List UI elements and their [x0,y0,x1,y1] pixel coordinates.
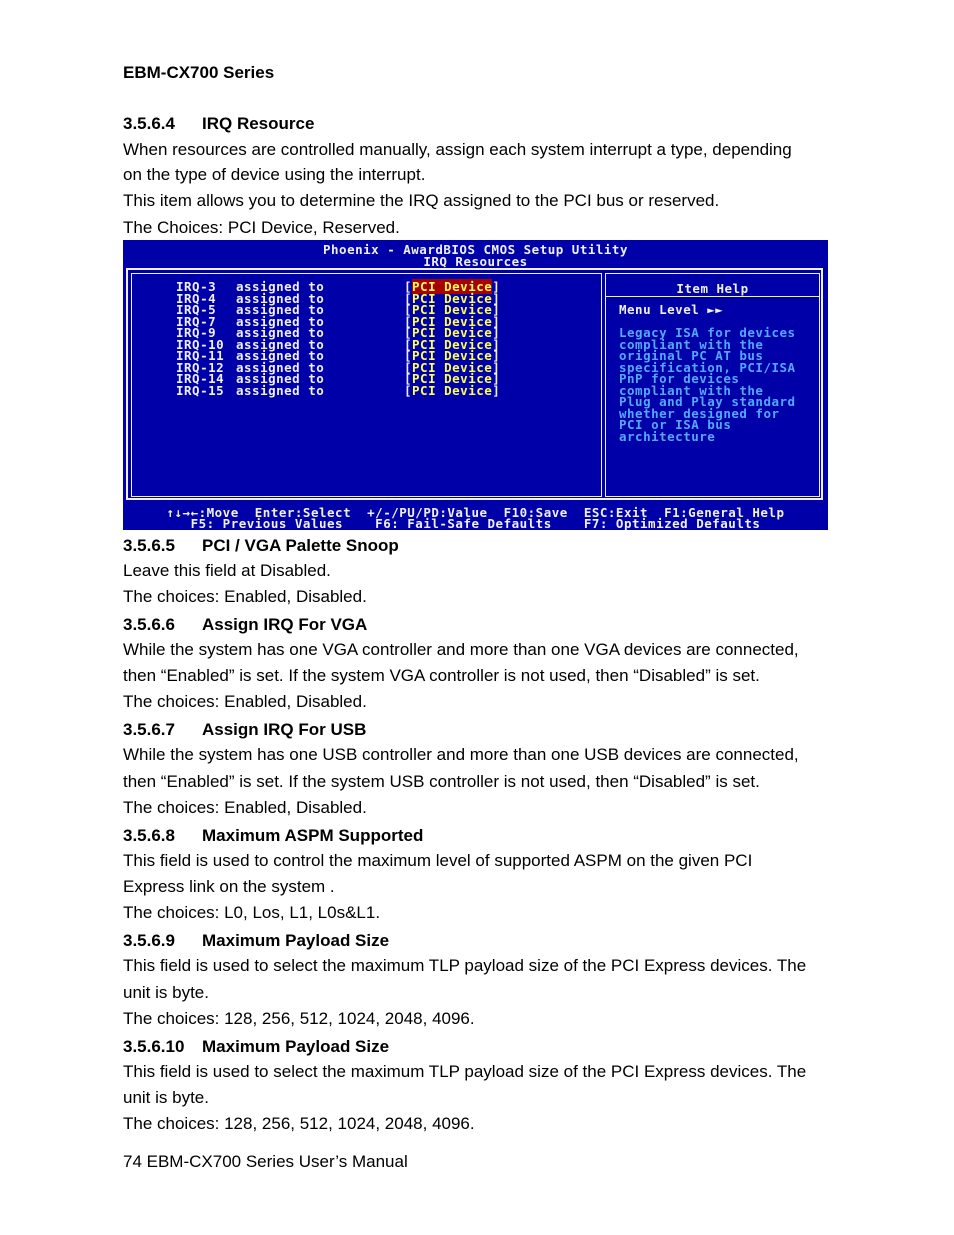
paragraph-line: The Choices: PCI Device, Reserved. [123,218,400,237]
irq-label: IRQ-12 [176,359,225,375]
help-line: compliant with the [619,336,764,352]
page-footer: 74 EBM-CX700 Series User’s Manual [123,1152,408,1171]
paragraph-line: The choices: 128, 256, 512, 1024, 2048, 4096. [123,1114,475,1133]
irq-value: PCI Device [412,359,493,375]
help-line: PCI or ISA bus [619,417,732,432]
paragraph-line: The choices: Enabled, Disabled. [123,692,367,711]
paragraph-line: unit is byte. [123,983,209,1002]
irq-value: PCI Device [412,325,493,340]
section-heading [123,615,367,635]
irq-value: PCI Device [412,313,493,329]
help-line: Plug and Play standard [619,394,796,409]
assigned-label: assigned to [236,279,325,294]
bios-irq-row[interactable]: IRQ-15 assigned to [PCI Device] [176,382,501,398]
assigned-label: assigned to [236,290,325,306]
help-line: whether designed for [619,405,780,421]
paragraph-line: The choices: 128, 256, 512, 1024, 2048, 4096. [123,1009,475,1028]
section-title: Assign IRQ For VGA [202,615,368,634]
help-line: Legacy ISA for devices [619,325,796,340]
irq-value: PCI Device [412,336,493,352]
assigned-label: assigned to [236,382,325,398]
section-number: 3.5.6.10 [123,1037,185,1056]
page-header: EBM-CX700 Series [123,63,275,82]
help-title: Item Help [676,281,749,296]
bios-irq-row[interactable]: IRQ-12 assigned to [PCI Device] [176,359,501,375]
assigned-label: assigned to [236,313,325,329]
paragraph-line: While the system has one VGA controller and more than one VGA devices are connected, [123,640,799,659]
section-number: 3.5.6.8 [123,826,175,845]
paragraph-line: This field is used to select the maximum TLP payload size of the PCI Express devices. The [123,956,807,975]
bios-irq-row[interactable]: IRQ-4 assigned to [PCI Device] [176,290,501,306]
section-heading [123,826,423,846]
help-line: specification, PCI/ISA [619,359,796,375]
irq-value: PCI Device [412,371,493,386]
irq-value: PCI Device [412,279,493,294]
irq-value: PCI Device [412,290,493,306]
help-line: original PC AT bus [619,348,764,363]
assigned-label: assigned to [236,371,325,386]
paragraph-line: on the type of device using the interrupt. [123,165,426,184]
help-line: PnP for devices [619,371,740,386]
section-number: 3.5.6.6 [123,615,175,634]
paragraph-line: The choices: L0, Los, L1, L0s&L1. [123,903,381,922]
irq-value: PCI Device [412,302,493,317]
help-line: architecture [619,428,716,444]
paragraph-line: Express link on the system . [123,877,335,896]
section-title: PCI / VGA Palette Snoop [202,536,399,555]
bios-subtitle: IRQ Resources [423,254,528,269]
paragraph-line: This item allows you to determine the IRQ assigned to the PCI bus or reserved. [123,191,720,210]
irq-label: IRQ-7 [176,313,217,329]
irq-value: PCI Device [412,382,493,398]
irq-label: IRQ-4 [176,290,217,306]
paragraph-line: Leave this field at Disabled. [123,561,331,580]
section-heading [123,1037,389,1057]
bios-irq-row[interactable]: IRQ-3 assigned to [PCI Device] [176,279,501,294]
paragraph-line: then “Enabled” is set. If the system USB controller is not used, then “Disabled” is set. [123,772,760,791]
paragraph-line: The choices: Enabled, Disabled. [123,798,367,817]
bios-settings-panel [131,273,602,497]
irq-label: IRQ-5 [176,302,217,317]
assigned-label: assigned to [236,359,325,375]
bios-irq-row[interactable]: IRQ-10 assigned to [PCI Device] [176,336,501,352]
irq-label: IRQ-15 [176,382,225,398]
section-title: IRQ Resource [202,114,315,133]
help-divider [606,296,819,297]
section-heading [123,720,366,740]
assigned-label: assigned to [236,325,325,340]
paragraph-line: When resources are controlled manually, assign each system interrupt a type, depending [123,140,792,159]
section-title: Maximum Payload Size [202,931,390,950]
bios-irq-row[interactable]: IRQ-14 assigned to [PCI Device] [176,371,501,386]
assigned-label: assigned to [236,348,325,363]
section-number: 3.5.6.4 [123,114,175,133]
section-heading [123,931,389,951]
section-number: 3.5.6.7 [123,720,175,739]
bios-footer-keys: ↑↓→←:Move Enter:Select +/-/PU/PD:Value F10:Save ESC:Exit F1:General Help [166,505,785,520]
section-number: 3.5.6.5 [123,536,175,555]
bios-irq-row[interactable]: IRQ-9 assigned to [PCI Device] [176,325,501,340]
assigned-label: assigned to [236,336,325,352]
bios-irq-row[interactable]: IRQ-7 assigned to [PCI Device] [176,313,501,329]
irq-label: IRQ-3 [176,279,217,294]
irq-label: IRQ-11 [176,348,225,363]
bios-screenshot [123,240,828,530]
irq-label: IRQ-10 [176,336,225,352]
paragraph-line: This field is used to control the maximum level of supported ASPM on the given PCI [123,851,753,870]
bios-help-panel [605,273,820,497]
section-title: Maximum ASPM Supported [202,826,424,845]
bios-irq-row[interactable]: IRQ-5 assigned to [PCI Device] [176,302,501,317]
assigned-label: assigned to [236,302,325,317]
bios-footer-defaults: F5: Previous Values F6: Fail-Safe Defaults F7: Optimized Defaults [190,516,761,530]
help-line: compliant with the [619,382,764,398]
section-heading [123,114,314,134]
paragraph-line: then “Enabled” is set. If the system VGA controller is not used, then “Disabled” is set. [123,666,760,685]
irq-label: IRQ-14 [176,371,225,386]
paragraph-line: unit is byte. [123,1088,209,1107]
section-title: Assign IRQ For USB [202,720,367,739]
section-title: Maximum Payload Size [202,1037,390,1056]
irq-label: IRQ-9 [176,325,217,340]
paragraph-line: The choices: Enabled, Disabled. [123,587,367,606]
paragraph-line: While the system has one USB controller and more than one USB devices are connected, [123,745,799,764]
paragraph-line: This field is used to select the maximum TLP payload size of the PCI Express devices. The [123,1062,807,1081]
section-number: 3.5.6.9 [123,931,175,950]
menu-level: Menu Level ►► [619,302,724,317]
section-heading [123,536,399,556]
bios-irq-row[interactable]: IRQ-11 assigned to [PCI Device] [176,348,501,363]
bios-main-frame [126,268,823,500]
bios-title: Phoenix - AwardBIOS CMOS Setup Utility [323,242,628,257]
irq-value: PCI Device [412,348,493,363]
